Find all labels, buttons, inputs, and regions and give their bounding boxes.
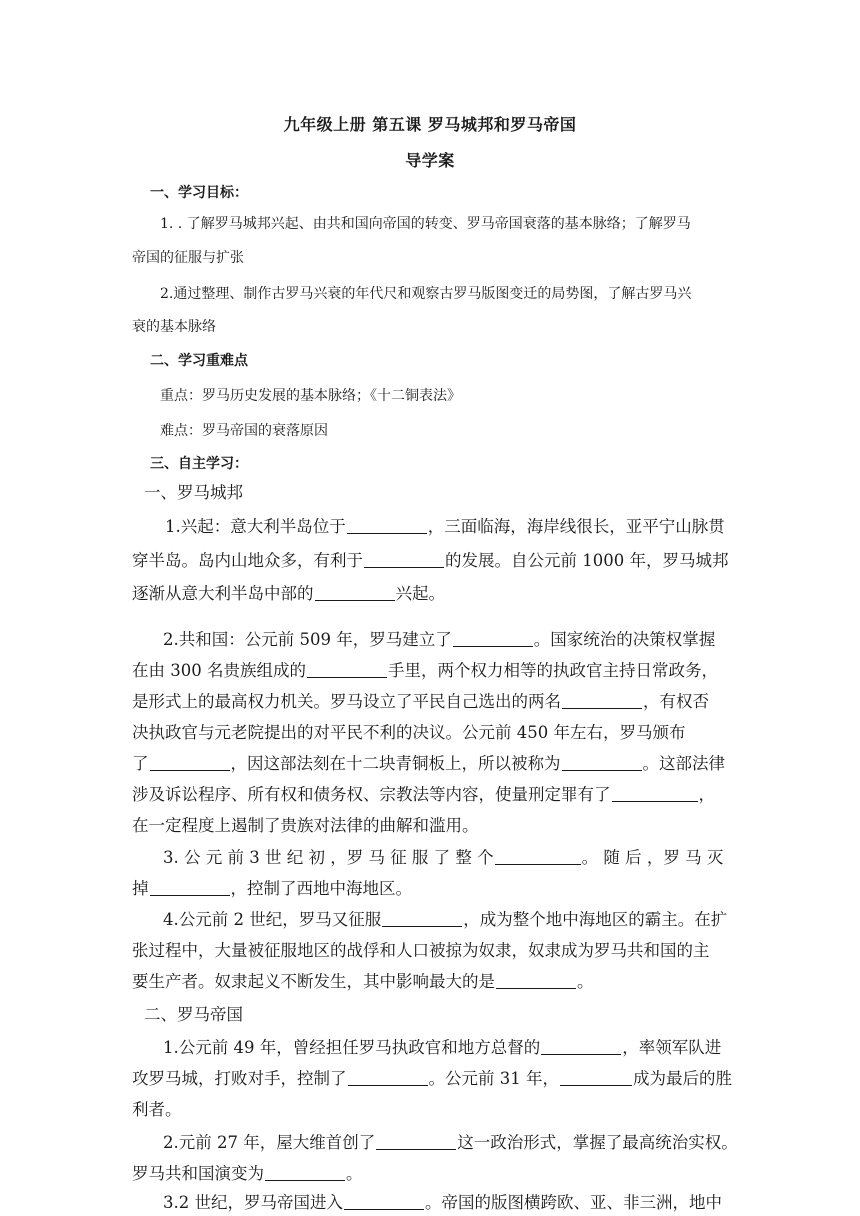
text: 4.公元前 2 世纪，罗马又征服 (163, 910, 382, 929)
paragraph-2-line-7: 在一定程度上遏制了贵族对法律的曲解和滥用。 (132, 816, 479, 835)
objective-1-line-2: 帝国的征服与扩张 (132, 250, 244, 266)
section-heading-objectives: 一、学习目标： (150, 185, 248, 201)
subheading-roman-empire: 二、罗马帝国 (144, 1005, 243, 1024)
paragraph-4-line-2: 张过程中，大量被征服地区的战俘和人口被掠为奴隶，奴隶成为罗马共和国的主 (132, 941, 710, 960)
document-subtitle: 导学案 (405, 151, 455, 170)
text: ，有权否 (643, 692, 709, 711)
text: 。 随 后 ，罗 马 灭 (581, 848, 724, 867)
fill-blank[interactable] (347, 518, 427, 534)
text: 。公元前 31 年， (428, 1069, 559, 1088)
text: 掉 (132, 879, 149, 898)
fill-blank[interactable] (315, 585, 395, 601)
text: 这一政治形式，掌握了最高统治实权。 (457, 1133, 738, 1152)
paragraph-2-line-5 (132, 750, 725, 774)
text: 成为最后的胜 (633, 1069, 732, 1088)
fill-blank[interactable] (348, 1070, 428, 1086)
paragraph-4-line-3 (132, 968, 594, 992)
text: 是形式上的最高权力机关。罗马设立了平民自己选出的两名 (132, 692, 561, 711)
objective-2-line-2: 衰的基本脉络 (132, 319, 216, 335)
difficult-point: 难点：罗马帝国的衰落原因 (160, 423, 328, 439)
section-heading-self-study: 三、自主学习： (150, 456, 248, 472)
text: 。帝国的版图横跨欧、亚、非三洲，地中 (425, 1193, 722, 1212)
fill-blank[interactable] (307, 662, 387, 678)
paragraph-1-line-3 (132, 580, 445, 604)
objective-2-line-1: 2.通过整理、制作古罗马兴衰的年代尺和观察古罗马版图变迁的局势图，了解古罗马兴 (160, 286, 692, 302)
fill-blank[interactable] (150, 755, 230, 771)
fill-blank[interactable] (612, 786, 698, 802)
fill-blank[interactable] (344, 1194, 424, 1210)
objective-1-line-1: 1. . 了解罗马城邦兴起、由共和国向帝国的转变、罗马帝国衰落的基本脉络；了解罗马 (160, 216, 691, 232)
paragraph-3-line-2 (132, 875, 412, 899)
text: ，成为整个地中海地区的霸主。在扩 (463, 910, 728, 929)
paragraph-3-line-1 (163, 844, 723, 868)
fill-blank[interactable] (560, 1070, 632, 1086)
paragraph-2-line-2 (132, 657, 718, 681)
text: 要生产者。奴隶起义不断发生，其中影响最大的是 (132, 972, 495, 991)
text: ，控制了西地中海地区。 (230, 879, 412, 898)
text: 攻罗马城，打败对手，控制了 (132, 1069, 347, 1088)
text: 3. 公 元 前 3 世 纪 初 ，罗 马 征 服 了 整 个 (163, 848, 494, 867)
fill-blank[interactable] (150, 880, 230, 896)
fill-blank[interactable] (376, 1134, 456, 1150)
text: ， (698, 785, 715, 804)
text: 逐渐从意大利半岛中部的 (132, 584, 314, 603)
key-point: 重点：罗马历史发展的基本脉络；《十二铜表法》 (160, 388, 461, 404)
empire-2-line-2 (132, 1160, 363, 1184)
text: 。这部法律 (642, 754, 725, 773)
text: 手里，两个权力相等的执政官主持日常政务， (387, 661, 718, 680)
paragraph-2-line-3 (132, 688, 709, 712)
paragraph-2-line-1 (163, 626, 715, 650)
section-heading-key-points: 二、学习重难点 (150, 353, 248, 369)
text: ，率领军队进 (622, 1038, 722, 1057)
text: 了 (132, 754, 149, 773)
fill-blank[interactable] (382, 911, 462, 927)
empire-1-line-3: 利者。 (132, 1100, 182, 1119)
text: 罗马共和国演变为 (132, 1164, 264, 1183)
text: 3.2 世纪，罗马帝国进入 (163, 1193, 343, 1212)
fill-blank[interactable] (453, 631, 533, 647)
empire-1-line-2 (132, 1065, 732, 1089)
fill-blank[interactable] (364, 552, 444, 568)
text: 穿半岛。岛内山地众多，有利于 (132, 551, 363, 570)
fill-blank[interactable] (265, 1165, 345, 1181)
text: 。 (577, 972, 594, 991)
fill-blank[interactable] (495, 849, 581, 865)
fill-blank[interactable] (562, 693, 642, 709)
paragraph-1-line-2 (132, 547, 728, 571)
empire-3-line-1 (163, 1189, 722, 1213)
text: 。 (346, 1164, 363, 1183)
fill-blank[interactable] (496, 973, 576, 989)
empire-2-line-1 (163, 1129, 738, 1153)
text: 涉及诉讼程序、所有权和债务权、宗教法等内容，使量刑定罪有了 (132, 785, 611, 804)
text: ，三面临海，海岸线很长，亚平宁山脉贯 (427, 517, 725, 536)
fill-blank[interactable] (541, 1039, 621, 1055)
empire-1-line-1 (163, 1034, 721, 1058)
text: 。国家统治的决策权掌握 (533, 630, 716, 649)
text: ，因这部法刻在十二块青铜板上，所以被称为 (230, 754, 561, 773)
text: 兴起。 (395, 584, 445, 603)
paragraph-1-line-1 (165, 513, 725, 537)
subheading-roman-city-state: 一、罗马城邦 (144, 483, 243, 502)
text: 2.共和国：公元前 509 年，罗马建立了 (163, 630, 452, 649)
paragraph-2-line-6 (132, 781, 715, 805)
paragraph-4-line-1 (163, 906, 727, 930)
paragraph-2-line-4: 决执政官与元老院提出的对平民不利的决议。公元前 450 年左右，罗马颁布 (132, 723, 686, 742)
text: 1.兴起：意大利半岛位于 (165, 517, 346, 536)
text: 2.元前 27 年，屋大维首创了 (163, 1133, 376, 1152)
document-title: 九年级上册 第五课 罗马城邦和罗马帝国 (283, 115, 577, 134)
text: 的发展。自公元前 1000 年，罗马城邦 (445, 551, 729, 570)
text: 在由 300 名贵族组成的 (132, 661, 306, 680)
fill-blank[interactable] (562, 755, 642, 771)
text: 1.公元前 49 年，曾经担任罗马执政官和地方总督的 (163, 1038, 541, 1057)
